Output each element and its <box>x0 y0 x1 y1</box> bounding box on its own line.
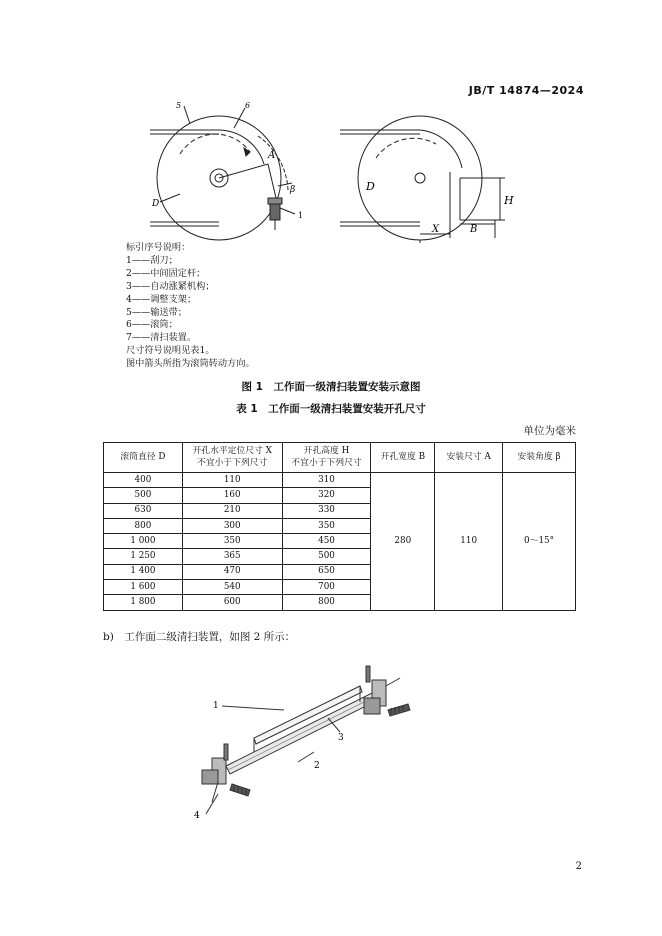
cell-x: 210 <box>182 503 282 518</box>
cell-x: 540 <box>182 580 282 595</box>
label-5: 5 <box>176 101 182 110</box>
label-1: 1 <box>298 211 304 220</box>
header-a: 安装尺寸 A <box>435 443 503 473</box>
legend-line: 5——输送带； <box>126 306 187 318</box>
legend-line: 2——中间固定杆； <box>126 267 206 279</box>
legend-line: 7——清扫装置。 <box>126 332 197 344</box>
header-d: 滚筒直径 D <box>104 443 183 473</box>
table1-unit: 单位为毫米 <box>523 425 576 437</box>
table1 <box>103 442 576 611</box>
header-b: 开孔宽度 B <box>371 443 435 473</box>
label-beta: β <box>290 185 296 195</box>
cell-h: 350 <box>282 518 371 533</box>
label-6: 6 <box>245 101 251 110</box>
figure1-legend <box>126 242 255 371</box>
table-row <box>104 473 576 488</box>
cell-d: 1 250 <box>104 549 183 564</box>
label-a: A <box>268 150 276 161</box>
legend-line: 标引序号说明： <box>126 242 191 253</box>
cell-d: 1 400 <box>104 564 183 579</box>
label-3: 3 <box>338 733 344 743</box>
cell-x: 350 <box>182 534 282 549</box>
table-header-row <box>104 443 576 473</box>
cell-b-merged: 280 <box>371 473 435 611</box>
cell-h: 450 <box>282 534 371 549</box>
label-1: 1 <box>213 701 219 711</box>
standard-code: JB/T 14874—2024 <box>468 84 584 97</box>
label-2: 2 <box>314 761 320 771</box>
legend-line: 图中箭头所指为滚筒转动方向。 <box>126 358 255 370</box>
cell-h: 500 <box>282 549 371 564</box>
cell-h: 320 <box>282 488 371 503</box>
label-x: X <box>432 224 440 235</box>
cell-d: 630 <box>104 503 183 518</box>
figure2-drawing <box>188 662 420 822</box>
cell-x: 110 <box>182 473 282 488</box>
label-h: H <box>504 194 514 207</box>
legend-line: 3——自动涨紧机构； <box>126 280 215 292</box>
cell-d: 800 <box>104 518 183 533</box>
cell-d: 500 <box>104 488 183 503</box>
header-h: 开孔高度 H 不宜小于下列尺寸 <box>282 443 371 473</box>
legend-line: 4——调整支架； <box>126 293 197 305</box>
cell-x: 365 <box>182 549 282 564</box>
cell-x: 160 <box>182 488 282 503</box>
label-d-left: D <box>152 199 160 209</box>
legend-line: 尺寸符号说明见表1。 <box>126 345 215 357</box>
header-x: 开孔水平定位尺寸 X 不宜小于下列尺寸 <box>182 443 282 473</box>
cell-h: 310 <box>282 473 371 488</box>
cell-beta-merged: 0～15° <box>503 473 576 611</box>
cell-d: 1 000 <box>104 534 183 549</box>
cell-h: 330 <box>282 503 371 518</box>
item-b-text: b) 工作面二级清扫装置，如图 2 所示： <box>103 631 296 643</box>
cell-x: 470 <box>182 564 282 579</box>
cell-x: 600 <box>182 595 282 610</box>
label-4: 4 <box>194 811 200 821</box>
figure1-drawing <box>140 98 520 243</box>
table1-caption: 表 1 工作面一级清扫装置安装开孔尺寸 <box>236 403 426 415</box>
legend-line: 6——滚筒； <box>126 319 178 331</box>
figure1-caption: 图 1 工作面一级清扫装置安装示意图 <box>241 381 421 393</box>
label-b: B <box>470 224 478 235</box>
header-beta: 安装角度 β <box>503 443 576 473</box>
page-number: 2 <box>575 861 582 872</box>
cell-d: 1 800 <box>104 595 183 610</box>
cell-h: 800 <box>282 595 371 610</box>
cell-x: 300 <box>182 518 282 533</box>
cell-d: 400 <box>104 473 183 488</box>
cell-d: 1 600 <box>104 580 183 595</box>
legend-line: 1——刮刀； <box>126 254 178 266</box>
cell-h: 700 <box>282 580 371 595</box>
cell-a-merged: 110 <box>435 473 503 611</box>
label-d-right: D <box>366 180 375 193</box>
cell-h: 650 <box>282 564 371 579</box>
